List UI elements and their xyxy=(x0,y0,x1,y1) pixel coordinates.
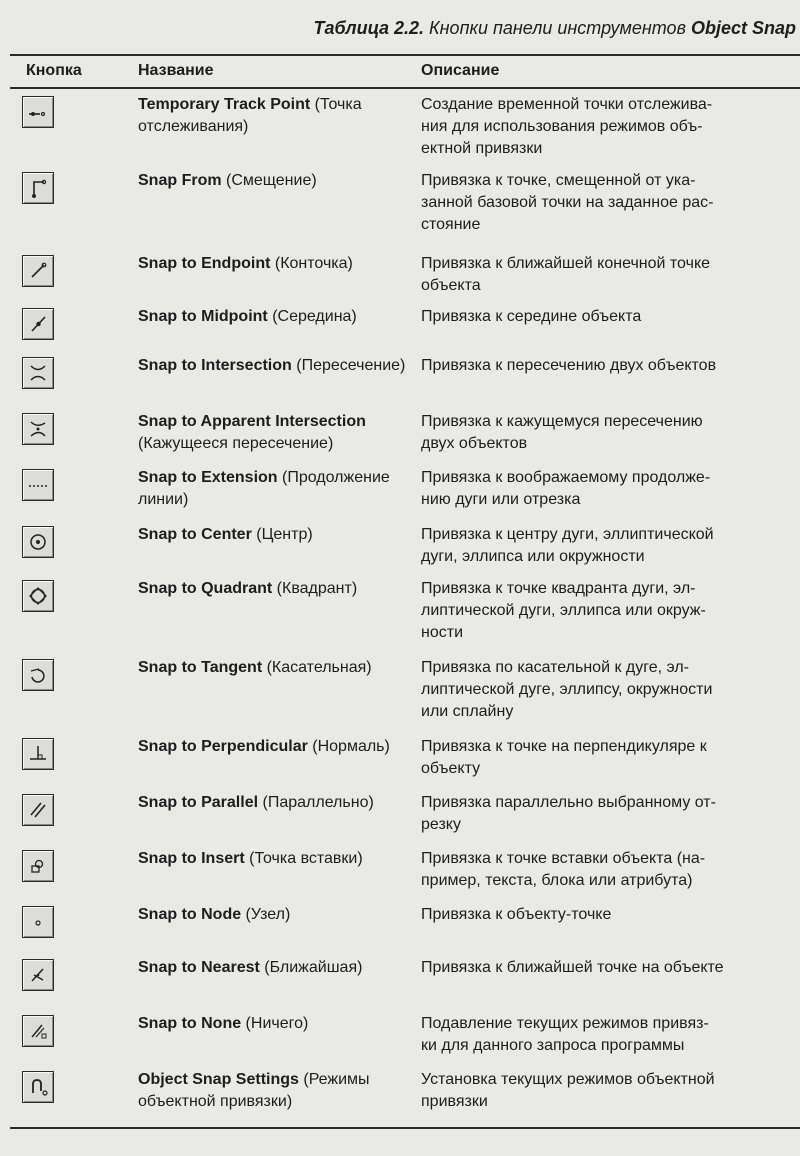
row-description: Привязка к точке вставки объекта (на- пример, текста, блока или атрибута) xyxy=(421,850,706,889)
row-name xyxy=(138,657,414,679)
row-name-russian: (Продолжение линии) xyxy=(138,469,390,508)
row-name xyxy=(138,848,414,870)
row-name xyxy=(138,957,414,979)
snap-quadrant-icon[interactable] xyxy=(22,580,54,612)
row-name-russian: (Точка отслеживания) xyxy=(138,96,362,135)
caption-middle: Кнопки панели инструментов xyxy=(424,18,691,38)
row-description: Привязка к воображаемому продолже- нию дуги или отрезка xyxy=(421,469,711,508)
row-name-russian: (Кажущееся пересечение) xyxy=(138,435,334,452)
snap-insert-icon[interactable] xyxy=(22,850,54,882)
row-description: Привязка к середине объекта xyxy=(421,308,642,325)
snap-node-icon[interactable] xyxy=(22,906,54,938)
row-name-russian: (Центр) xyxy=(251,526,313,543)
row-name-english: Snap to Intersection xyxy=(138,357,292,374)
snap-intersection-icon[interactable] xyxy=(22,357,54,389)
row-description: Привязка к точке квадранта дуги, эл- липтической дуги, эллипса или окруж- ности xyxy=(421,580,706,641)
row-name-russian: (Смещение) xyxy=(221,172,317,189)
row-name-english: Snap From xyxy=(138,172,222,189)
row-description: Привязка к пересечению двух объектов xyxy=(421,357,717,374)
snap-midpoint-icon[interactable] xyxy=(22,308,54,340)
row-description: Привязка по касательной к дуге, эл- липтической дуге, эллипсу, окружности или сплайну xyxy=(421,659,713,720)
row-name-english: Snap to None xyxy=(138,1015,242,1032)
row-description: Создание временной точки отслежива- ния для использования режимов объ- ектной привязки xyxy=(421,96,713,157)
row-name-russian: (Узел) xyxy=(241,906,291,923)
snap-extension-icon[interactable] xyxy=(22,469,54,501)
row-description: Привязка к ближайшей конечной точке объекта xyxy=(421,255,711,294)
row-name-russian: (Параллельно) xyxy=(258,794,374,811)
snap-tangent-icon[interactable] xyxy=(22,659,54,691)
row-description: Привязка к точке на перпендикуляре к объекту xyxy=(421,738,707,777)
table-caption xyxy=(314,18,796,39)
row-name-english: Snap to Node xyxy=(138,906,242,923)
row-name-russian: (Ближайшая) xyxy=(259,959,363,976)
row-description: Привязка к точке, смещенной от ука- занной базовой точки на заданное рас- стояние xyxy=(421,172,714,233)
row-name xyxy=(138,736,414,758)
row-name-russian: (Середина) xyxy=(267,308,357,325)
row-name-russian: (Квадрант) xyxy=(272,580,358,597)
row-name-russian: (Нормаль) xyxy=(307,738,390,755)
row-name-english: Snap to Extension xyxy=(138,469,278,486)
row-name-english: Snap to Apparent Intersection xyxy=(138,413,366,430)
row-name xyxy=(138,94,414,138)
row-name xyxy=(138,1069,414,1113)
row-name-russian: (Точка вставки) xyxy=(244,850,363,867)
row-name-english: Snap to Perpendicular xyxy=(138,738,308,755)
row-name-english: Snap to Parallel xyxy=(138,794,259,811)
row-name-russian: (Режимы объектной привязки) xyxy=(138,1071,370,1110)
header-button-column: Кнопка xyxy=(26,62,82,79)
row-name xyxy=(138,792,414,814)
top-rule xyxy=(10,54,800,56)
caption-prefix: Таблица 2.2. xyxy=(313,18,425,38)
row-name xyxy=(138,253,414,275)
snap-none-icon[interactable] xyxy=(22,1015,54,1047)
snap-apparent-intersection-icon[interactable] xyxy=(22,413,54,445)
snap-nearest-icon[interactable] xyxy=(22,959,54,991)
snap-perpendicular-icon[interactable] xyxy=(22,738,54,770)
header-name-column: Название xyxy=(138,62,214,79)
row-name xyxy=(138,170,414,192)
row-name-russian: (Пересечение) xyxy=(291,357,406,374)
header-description-column: Описание xyxy=(421,62,500,79)
row-description: Привязка параллельно выбранному от- резку xyxy=(421,794,716,833)
row-name xyxy=(138,1013,414,1035)
row-name xyxy=(138,524,414,546)
caption-suffix: Object Snap xyxy=(690,18,796,38)
row-name-russian: (Конточка) xyxy=(270,255,353,272)
row-description: Привязка к кажущемуся пересечению двух объектов xyxy=(421,413,703,452)
row-description: Привязка к объекту-точке xyxy=(421,906,612,923)
row-name xyxy=(138,904,414,926)
row-name xyxy=(138,411,414,455)
row-name-russian: (Ничего) xyxy=(241,1015,309,1032)
row-name xyxy=(138,355,414,377)
object-snap-settings-icon[interactable] xyxy=(22,1071,54,1103)
row-description: Подавление текущих режимов привяз- ки для данного запроса программы xyxy=(421,1015,709,1054)
row-name-english: Snap to Center xyxy=(138,526,252,543)
snap-endpoint-icon[interactable] xyxy=(22,255,54,287)
row-description: Привязка к центру дуги, эллиптической дуги, эллипса или окружности xyxy=(421,526,714,565)
row-description: Установка текущих режимов объектной привязки xyxy=(421,1071,715,1110)
row-description: Привязка к ближайшей точке на объекте xyxy=(421,959,724,976)
snap-center-icon[interactable] xyxy=(22,526,54,558)
temporary-track-point-icon[interactable] xyxy=(22,96,54,128)
row-name-english: Snap to Insert xyxy=(138,850,245,867)
row-name xyxy=(138,467,414,511)
row-name-english: Snap to Nearest xyxy=(138,959,260,976)
row-name xyxy=(138,578,414,600)
header-rule xyxy=(10,87,800,89)
row-name-english: Snap to Quadrant xyxy=(138,580,273,597)
row-name-russian: (Касательная) xyxy=(262,659,372,676)
row-name-english: Temporary Track Point xyxy=(138,96,311,113)
row-name xyxy=(138,306,414,328)
row-name-english: Object Snap Settings xyxy=(138,1071,299,1088)
row-name-english: Snap to Endpoint xyxy=(138,255,271,272)
snap-parallel-icon[interactable] xyxy=(22,794,54,826)
bottom-rule xyxy=(10,1127,800,1129)
row-name-english: Snap to Midpoint xyxy=(138,308,268,325)
row-name-english: Snap to Tangent xyxy=(138,659,263,676)
snap-from-icon[interactable] xyxy=(22,172,54,204)
